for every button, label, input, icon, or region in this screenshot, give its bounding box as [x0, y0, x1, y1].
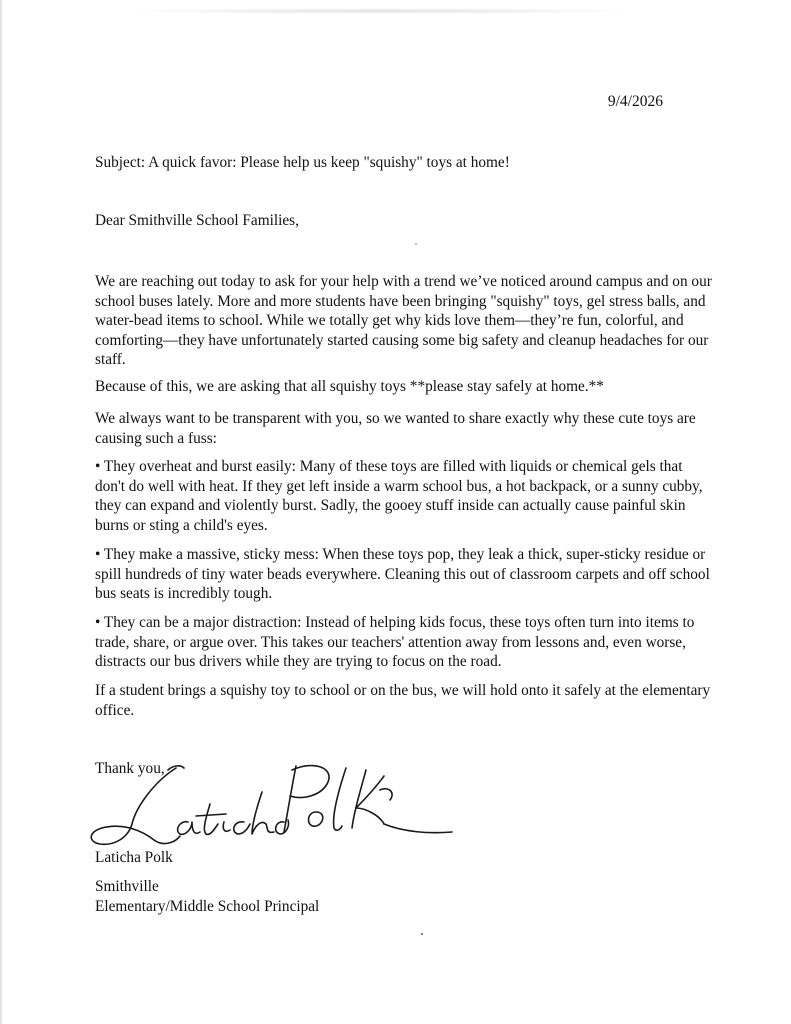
signer-name: Laticha Polk: [95, 849, 173, 866]
policy-paragraph: If a student brings a squishy toy to school or on the bus, we will hold onto it safely at the elementary office.: [95, 682, 711, 719]
handwritten-signature: [84, 762, 454, 854]
scan-speck: [421, 933, 423, 935]
scan-speck: [415, 243, 417, 245]
signer-organization: Smithville: [95, 878, 159, 895]
letter-date: 9/4/2026: [607, 93, 663, 110]
signer-title: Elementary/Middle School Principal: [95, 898, 320, 915]
scan-edge-shadow: [0, 0, 3, 1024]
subject-line: Subject: A quick favor: Please help us keep "squishy" toys at home!: [95, 154, 510, 171]
intro-paragraph: We are reaching out today to ask for your help with a trend we’ve noticed around campus and on our school buses lately. More and more students have been bringing "squishy" toys, gel stress balls, and water-bead items to school. While we totally get why kids love them—they’re fun, colorful, and comforting—they have unfortunately started causing some big safety and cleanup headaches for our staff.: [95, 273, 712, 369]
salutation: Dear Smithville School Families,: [95, 212, 299, 229]
transparency-paragraph: We always want to be transparent with you, so we wanted to share exactly why these cute toys are causing such a fuss:: [95, 410, 696, 447]
bullet-distraction: • They can be a major distraction: Instead of helping kids focus, these toys often turn into items to trade, share, or argue over. This takes our teachers' attention away from lessons and, even worse, distracts our bus drivers while they are trying to focus on the road.: [95, 614, 695, 671]
bullet-mess: • They make a massive, sticky mess: When these toys pop, they leak a thick, super-sticky residue or spill hundreds of tiny water beads everywhere. Cleaning this out of classroom carpets and off school bus seats is incredibly tough.: [95, 546, 710, 603]
closing: Thank you,: [95, 760, 165, 777]
request-paragraph: Because of this, we are asking that all squishy toys **please stay safely at home.**: [95, 378, 604, 395]
scan-top-smudge: [120, 8, 640, 14]
bullet-overheat: • They overheat and burst easily: Many of these toys are filled with liquids or chemical gels that don't do well with heat. If they get left inside a warm school bus, a hot backpack, or a sunny cubby, they can expand and violently burst. Sadly, the gooey stuff inside can actually cause painful skin burns or sting a child's eyes.: [95, 458, 703, 534]
